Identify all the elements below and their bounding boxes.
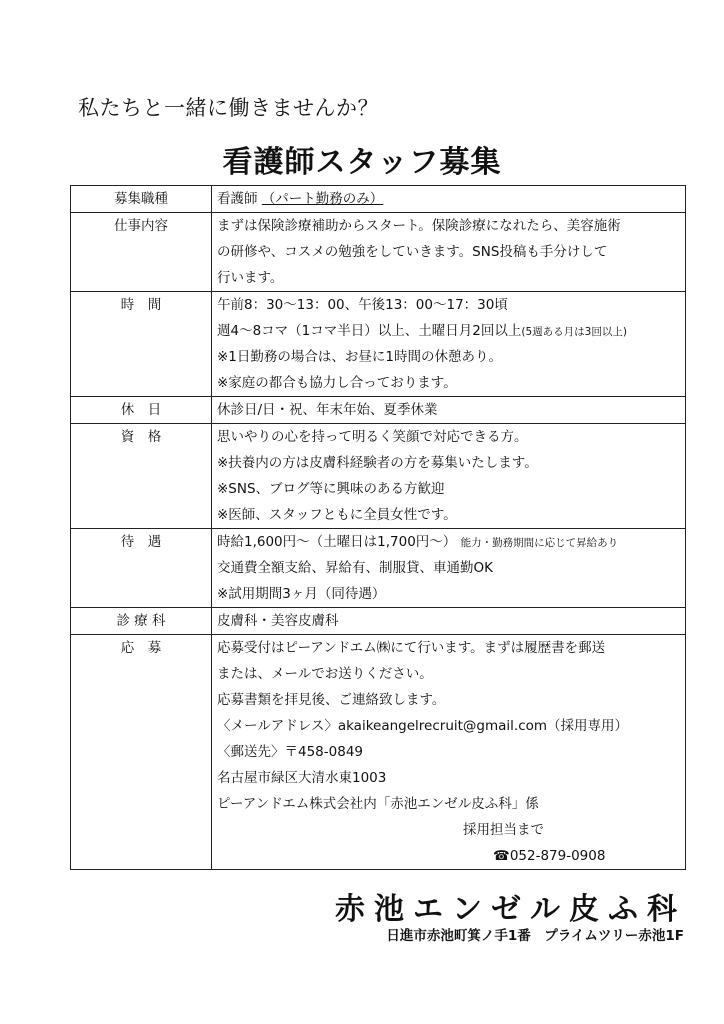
position-value-line: [217, 186, 685, 212]
duties-line: の研修や、コスメの勉強をしていきます。SNS投稿も手分けして: [217, 244, 608, 260]
treatment-label: 待 遇: [120, 534, 162, 550]
holidays-value-cell: [212, 397, 686, 424]
hours-line: [217, 318, 685, 344]
application-line: 応募書類を拝見後、ご連絡致します。: [217, 692, 446, 708]
table-row-position: [71, 186, 686, 213]
clinic-address: 日進市赤池町箕ノ手1番 プライムツリー赤池1F: [386, 928, 684, 944]
position-label: 募集職種: [114, 191, 168, 207]
table-row-duties: [71, 213, 686, 292]
duties-label: 仕事内容: [114, 218, 168, 234]
position-value-cell: [212, 186, 686, 213]
holidays-label-cell: [71, 397, 212, 424]
job-details-table: [70, 185, 686, 870]
application-contact: 採用担当まで: [463, 822, 544, 838]
holidays-label: 休 日: [120, 402, 162, 418]
application-recipient-line: ピーアンドエム株式会社内「赤池エンゼル皮ふ科」係: [217, 796, 539, 812]
table-row-departments: [71, 608, 686, 635]
position-note: （パート勤務のみ）: [261, 191, 384, 207]
position-label-cell: [71, 186, 212, 213]
table-row-holidays: [71, 397, 686, 424]
qualifications-label-cell: [71, 424, 212, 529]
hours-label-cell: [71, 292, 212, 397]
duties-line: 行います。: [217, 270, 284, 286]
duties-line: まずは保険診療補助からスタート。保険診療になれたら、美容施術: [217, 218, 621, 234]
hours-line: 午前8：30〜13：00、午後13：00〜17：30頃: [217, 297, 508, 313]
departments-label: 診 療 科: [116, 613, 166, 629]
table-row-treatment: [71, 529, 686, 608]
duties-value-cell: [212, 213, 686, 292]
hours-minimum: 週4〜8コマ（1コマ半日）以上、土曜日月2回以上: [217, 323, 522, 339]
treatment-value-cell: [212, 529, 686, 608]
table-row-application: [71, 635, 686, 870]
application-label-cell: [71, 635, 212, 870]
qualifications-line: 思いやりの心を持って明るく笑顔で対応できる方。: [217, 429, 528, 445]
treatment-line: ※試用期間3ヶ月（同待遇）: [217, 586, 386, 602]
qualifications-line: ※SNS、ブログ等に興味のある方歓迎: [217, 481, 445, 497]
table-row-hours: [71, 292, 686, 397]
application-address-line: 名古屋市緑区大清水東1003: [217, 770, 387, 786]
qualifications-label: 資 格: [120, 429, 162, 445]
departments-label-cell: [71, 608, 212, 635]
departments-value-cell: [212, 608, 686, 635]
application-line: 応募受付はピーアンドエム㈱にて行います。まずは履歴書を郵送: [217, 640, 606, 656]
position-value: 看護師: [217, 191, 258, 207]
hours-line: ※家庭の都合も協力し合っております。: [217, 375, 457, 391]
hours-label: 時 間: [120, 297, 162, 313]
application-postal-line: 〈郵送先〉〒458-0849: [217, 744, 363, 760]
page-title: 看護師スタッフ募集: [222, 145, 502, 180]
application-email-line: 〈メールアドレス〉akaikeangelrecruit@gmail.com（採用専用）: [217, 718, 629, 734]
qualifications-line: ※医師、スタッフともに全員女性です。: [217, 507, 457, 523]
hours-line: ※1日勤務の場合は、お昼に1時間の休憩あり。: [217, 349, 502, 365]
treatment-line: 交通費全額支給、昇給有、制服貸、車通勤OK: [217, 560, 493, 576]
departments-value: 皮膚科・美容皮膚科: [217, 613, 339, 629]
duties-label-cell: [71, 213, 212, 292]
hourly-wage: 時給1,600円〜（土曜日は1,700円〜）: [217, 534, 457, 550]
qualifications-line: ※扶養内の方は皮膚科経験者の方を募集いたします。: [217, 455, 538, 471]
application-label: 応 募: [120, 640, 162, 656]
raise-note: 能力・勤務期間に応じて昇給あり: [460, 537, 619, 549]
hours-value-cell: [212, 292, 686, 397]
intro-heading: 私たちと一緒に働きませんか？: [78, 96, 379, 120]
application-phone: ☎052-879-0908: [493, 848, 606, 864]
hours-minimum-note: (5週ある月は3回以上): [521, 326, 627, 338]
treatment-line: [217, 529, 685, 555]
qualifications-value-cell: [212, 424, 686, 529]
application-value-cell: [212, 635, 686, 870]
treatment-label-cell: [71, 529, 212, 608]
application-line: または、メールでお送りください。: [217, 666, 433, 682]
table-row-qualifications: [71, 424, 686, 529]
clinic-name: 赤池エンゼル皮ふ科: [335, 892, 686, 927]
holidays-value: 休診日/日・祝、年末年始、夏季休業: [217, 402, 438, 418]
